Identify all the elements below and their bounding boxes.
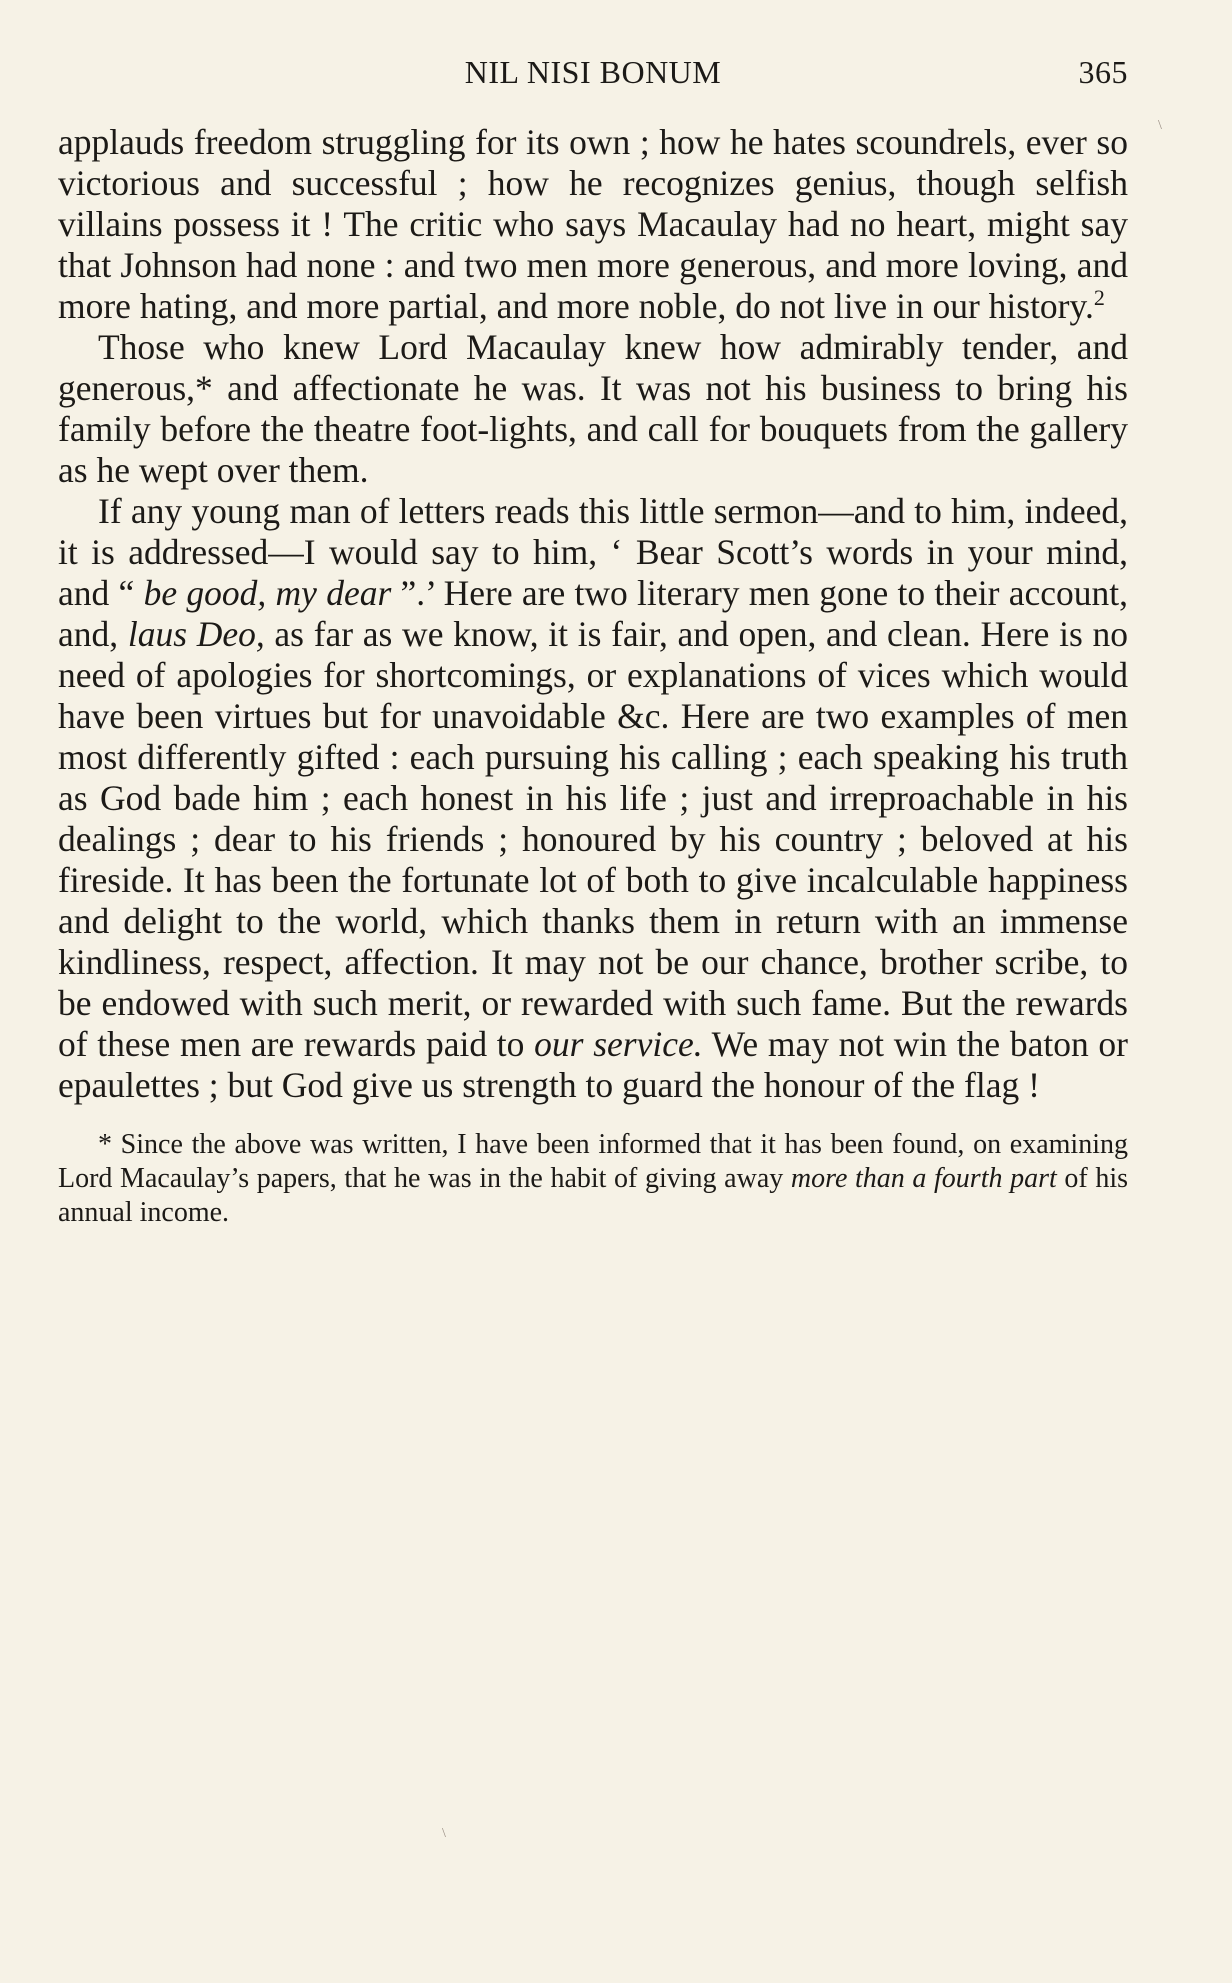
book-page <box>58 0 1128 1230</box>
paper-speck: \ <box>442 1826 446 1841</box>
paragraph-3-text-a: If any young man of letters reads this little sermon—and to him, indeed, it is addressed—I would say to him, ‘ Bear Scott’s words in your mind, and “ <box>58 491 1128 613</box>
paragraph-3-italic-a: be good, my dear <box>143 573 392 613</box>
footnote-text-a: * Since the above was written, I have been informed that it has been found, on examining Lord Macaulay’s papers, that he was in the habit of giving away <box>58 1129 1128 1194</box>
footnote-marker: 2 <box>1093 285 1105 311</box>
paragraph-3-text-b: ”.’ Here are two literary men gone to their account, and, <box>58 573 1128 654</box>
paragraph-3-italic-b: laus Deo, <box>127 614 265 654</box>
paragraph-3-text-c: as far as we know, it is fair, and open, and clean. Here is no need of apologies for shortcomings, or explanations of vices which would have been virtues but for unavoidable &c. Here are two examples of men most differently gifted : each pursuing his calling ; each speaking his truth as God bade him ; each honest in his life ; just and irreproachable in his dealings ; dear to his friends ; honoured by his country ; beloved at his fireside. It has been the fortunate lot of both to give incalculable happiness and delight to the world, which thanks them in return with an immense kindliness, respect, affection. It may not be our chance, brother scribe, to be endowed with such merit, or rewarded with such fame. But the rewards of these men are rewards paid to <box>58 614 1128 1064</box>
paragraph-1-text: applauds freedom struggling for its own ; how he hates scoundrels, ever so victorious and successful ; how he recognizes genius, though selfish villains possess it ! The critic who says Macaulay had no heart, might say that Johnson had none : and two men more generous, and more loving, and more hating, and more partial, and more noble, do not live in our history. <box>58 122 1128 326</box>
paragraph-3-italic-c: our service. <box>534 1024 703 1064</box>
page-number: 365 <box>1078 54 1128 90</box>
body-text <box>58 122 1128 1106</box>
paragraph-continued <box>58 122 1128 327</box>
paragraph-3-text-d: We may not win the baton or epaulettes ; but God give us strength to guard the honour of the flag ! <box>58 1024 1128 1105</box>
footnote <box>58 1128 1128 1230</box>
paragraph-macaulay: Those who knew Lord Macaulay knew how admirably tender, and generous,* and affectionate he was. It was not his business to bring his family before the theatre foot-lights, and call for bouquets from the gallery as he wept over them. <box>58 327 1128 490</box>
footnote-italic: more than a fourth part <box>790 1163 1057 1194</box>
footnote-text-b: of his annual income. <box>58 1163 1128 1228</box>
running-head <box>58 48 1128 108</box>
paper-speck: \ <box>1158 118 1162 133</box>
paragraph-young-man <box>58 491 1128 1106</box>
running-title: NIL NISI BONUM <box>464 54 722 90</box>
